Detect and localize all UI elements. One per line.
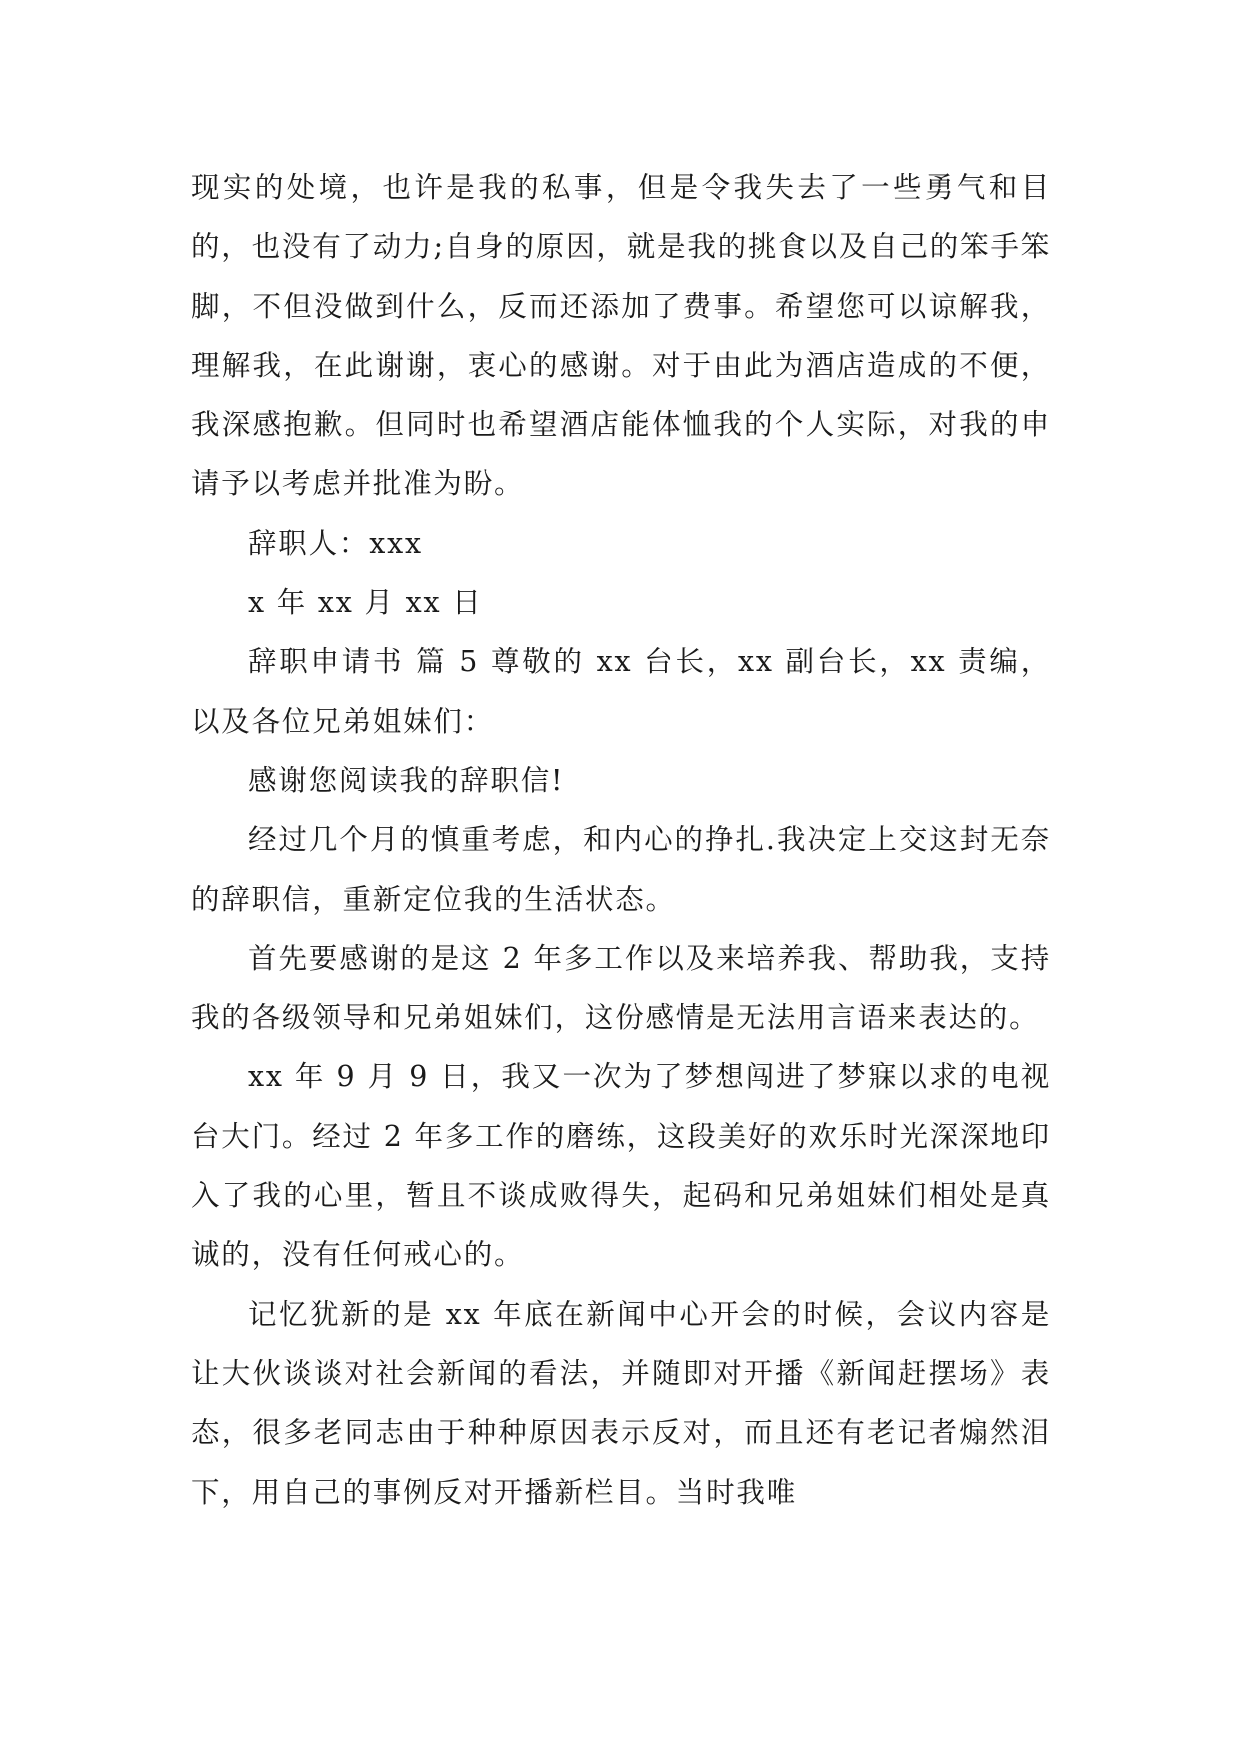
paragraph-letter-heading: 辞职申请书 篇 5 尊敬的 xx 台长，xx 副台长，xx 责编，以及各位兄弟姐妹们：	[191, 645, 1051, 738]
paragraph-meeting: 记忆犹新的是 xx 年底在新闻中心开会的时候，会议内容是让大伙谈谈对社会新闻的看法，并随即对开播《新闻赶摆场》表态，很多老同志由于种种原因表示反对，而且还有老记者煽然泪下，用自己的事例反对开播新栏目。当时我唯	[191, 1297, 1051, 1509]
paragraph-1: 现实的处境，也许是我的私事，但是令我失去了一些勇气和目的，也没有了动力;自身的原因，就是我的挑食以及自己的笨手笨脚，不但没做到什么，反而还添加了费事。希望您可以谅解我，理解我，在此谢谢，衷心的感谢。对于由此为酒店造成的不便，我深感抱歉。但同时也希望酒店能体恤我的个人实际，对我的申请予以考虑并批准为盼。	[191, 171, 1051, 501]
paragraph-memory: xx 年 9 月 9 日，我又一次为了梦想闯进了梦寐以求的电视台大门。经过 2 年多工作的磨练，这段美好的欢乐时光深深地印入了我的心里，暂且不谈成败得失，起码和兄弟姐妹们相处是真诚的，没有任何戒心的。	[191, 1060, 1051, 1272]
paragraph-thanks: 感谢您阅读我的辞职信!	[248, 763, 565, 797]
paragraph-decision: 经过几个月的慎重考虑，和内心的挣扎.我决定上交这封无奈的辞职信，重新定位我的生活状态。	[191, 823, 1051, 916]
paragraph-signature: 辞职人：xxx	[248, 526, 423, 560]
paragraph-gratitude: 首先要感谢的是这 2 年多工作以及来培养我、帮助我，支持我的各级领导和兄弟姐妹们，这份感情是无法用言语来表达的。	[191, 941, 1051, 1035]
paragraph-date: x 年 xx 月 xx 日	[248, 586, 483, 620]
document-body	[191, 158, 1051, 1522]
